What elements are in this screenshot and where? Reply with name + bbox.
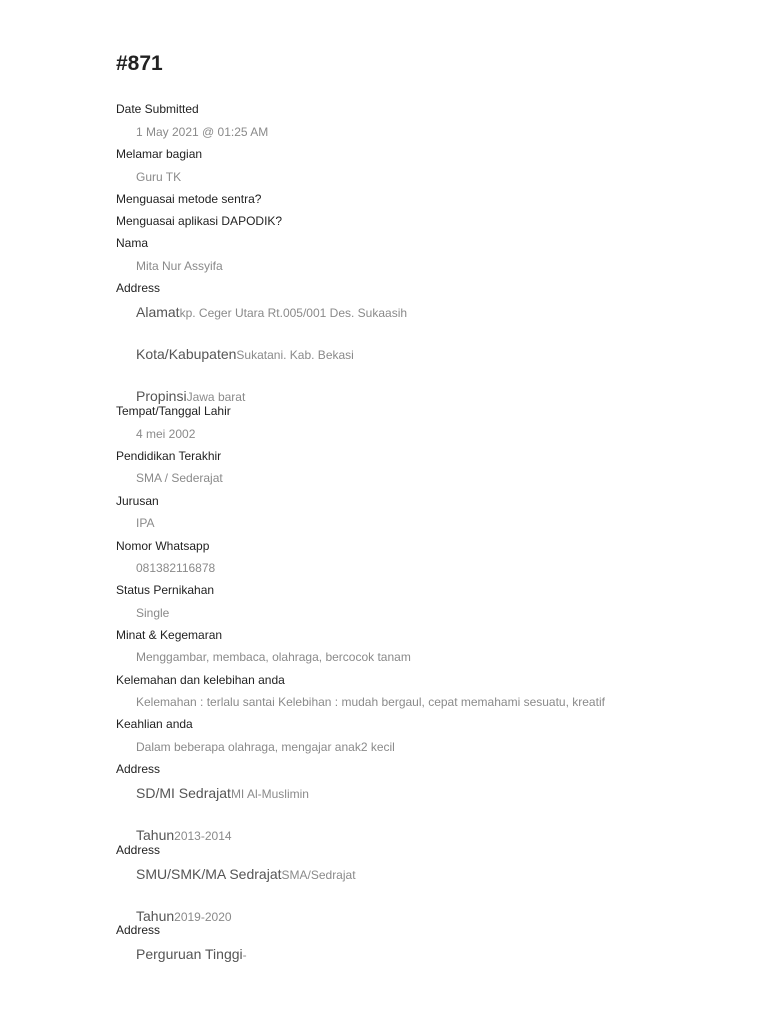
kota-label: Kota/Kabupaten	[136, 346, 237, 362]
melamar-bagian-label: Melamar bagian	[116, 147, 203, 161]
kota-row	[136, 345, 354, 364]
pt-school-label: Perguruan Tinggi	[136, 946, 243, 962]
pendidikan-value: SMA / Sederajat	[136, 471, 223, 485]
minat-label: Minat & Kegemaran	[116, 628, 223, 642]
kelemahan-value: Kelemahan : terlalu santai Kelebihan : mudah bergaul, cepat memahami sesuatu, kreatif	[136, 695, 605, 709]
address-sd-label: Address	[116, 762, 161, 776]
alamat-value: kp. Ceger Utara Rt.005/001 Des. Sukaasih	[179, 306, 408, 320]
sd-school-row	[136, 784, 309, 803]
date-submitted-label: Date Submitted	[116, 102, 199, 116]
smu-school-row	[136, 865, 356, 884]
kota-value: Sukatani. Kab. Bekasi	[236, 348, 354, 362]
date-submitted-value: 1 May 2021 @ 01:25 AM	[136, 125, 269, 139]
propinsi-value: Jawa barat	[186, 390, 246, 404]
minat-value: Menggambar, membaca, olahraga, bercocok tanam	[136, 650, 411, 664]
status-label: Status Pernikahan	[116, 583, 215, 597]
pt-school-row	[136, 945, 247, 964]
ttl-value: 4 mei 2002	[136, 427, 196, 441]
pt-school-value: -	[242, 948, 247, 962]
ttl-label: Tempat/Tanggal Lahir	[116, 404, 231, 418]
smu-tahun-label: Tahun	[136, 908, 175, 924]
jurusan-label: Jurusan	[116, 494, 159, 508]
nama-value: Mita Nur Assyifa	[136, 259, 223, 273]
nama-label: Nama	[116, 236, 149, 250]
metode-sentra-label: Menguasai metode sentra?	[116, 192, 262, 206]
sd-school-value: MI Al-Muslimin	[230, 787, 309, 801]
sd-tahun-label: Tahun	[136, 827, 175, 843]
sd-school-label: SD/MI Sedrajat	[136, 785, 231, 801]
jurusan-value: IPA	[136, 516, 155, 530]
address-smu-label: Address	[116, 843, 161, 857]
smu-tahun-value: 2019-2020	[174, 910, 232, 924]
kelemahan-label: Kelemahan dan kelebihan anda	[116, 673, 285, 687]
alamat-label: Alamat	[136, 304, 180, 320]
melamar-bagian-value: Guru TK	[136, 170, 182, 184]
sd-tahun-value: 2013-2014	[174, 829, 232, 843]
whatsapp-label: Nomor Whatsapp	[116, 539, 210, 553]
whatsapp-value: 081382116878	[136, 561, 216, 575]
smu-school-value: SMA/Sedrajat	[281, 868, 356, 882]
keahlian-label: Keahlian anda	[116, 717, 193, 731]
address-pt-label: Address	[116, 923, 161, 937]
pendidikan-label: Pendidikan Terakhir	[116, 449, 222, 463]
aplikasi-dapodik-label: Menguasai aplikasi DAPODIK?	[116, 214, 283, 228]
propinsi-label: Propinsi	[136, 388, 187, 404]
smu-school-label: SMU/SMK/MA Sedrajat	[136, 866, 282, 882]
status-value: Single	[136, 606, 170, 620]
alamat-row	[136, 303, 407, 322]
address-label: Address	[116, 281, 161, 295]
entry-number-title: #871	[116, 52, 163, 75]
keahlian-value: Dalam beberapa olahraga, mengajar anak2 kecil	[136, 740, 395, 754]
